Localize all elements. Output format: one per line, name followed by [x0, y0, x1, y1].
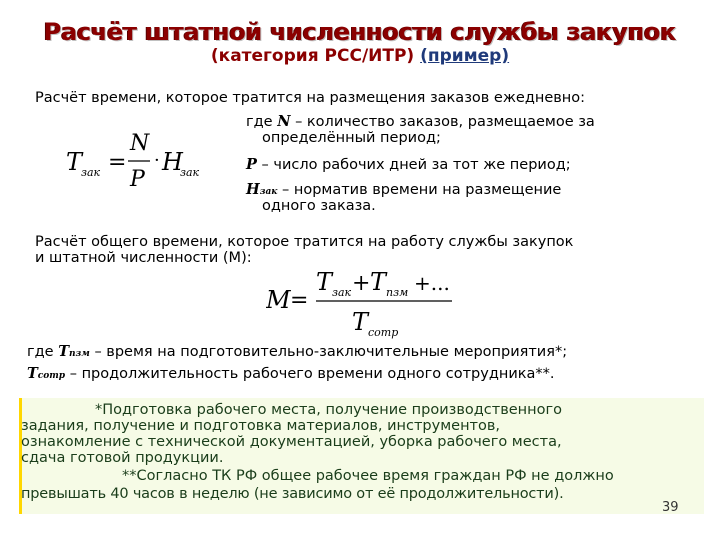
def-prefix: где: [246, 114, 273, 130]
formula1-rhs-sub: зак: [180, 166, 200, 179]
T1-symbol: T: [58, 343, 69, 360]
section1-intro: Расчёт времени, которое тратится на размещения заказов ежедневно:: [35, 90, 586, 106]
section2-intro-1: Расчёт общего времени, которое тратится на работу службы закупок: [35, 234, 574, 250]
footnote-line-1: *Подготовка рабочего места, получение производственного: [95, 402, 562, 418]
section3-line2: [27, 365, 555, 385]
subtitle-example: (пример): [420, 46, 510, 66]
def-N-line: [246, 113, 595, 131]
formula-time-per-order: [66, 128, 216, 198]
formula2-svg: [266, 264, 466, 340]
formula1-numerator: N: [130, 131, 150, 156]
formula2-equals: =: [290, 288, 309, 313]
T1-sub: пзм: [68, 349, 90, 359]
formula2-plus: +: [352, 271, 371, 296]
formula1-dot: ·: [154, 150, 160, 171]
formula2-t1: T: [316, 268, 333, 296]
N-desc-1: – количество заказов, размещаемое за: [295, 114, 595, 130]
formula2-den-sub: сотр: [368, 326, 399, 339]
page-number: 39: [662, 500, 679, 515]
H-sub: зак: [259, 187, 278, 197]
P-symbol: P: [246, 156, 257, 173]
subtitle-category: (категория РСС/ИТР): [210, 46, 415, 66]
page-title: Расчёт штатной численности службы закупок: [43, 18, 677, 46]
formula2-t1-sub: зак: [332, 286, 352, 299]
footnote-line-5: **Согласно ТК РФ общее рабочее время граждан РФ не должно: [122, 468, 614, 484]
P-desc: – число рабочих дней за тот же период;: [261, 157, 571, 173]
formula1-denominator: P: [130, 167, 145, 192]
T2-desc: – продолжительность рабочего времени одного сотрудника**.: [69, 366, 555, 382]
page-subtitle: [0, 46, 720, 66]
N-symbol: N: [277, 113, 291, 130]
formula2-t2-sub: пзм: [386, 286, 409, 299]
footnote-line-4: сдача готовой продукции.: [21, 450, 224, 466]
formula1-equals: =: [108, 150, 127, 175]
def-H-line2: одного заказа.: [262, 198, 376, 214]
footnote-line-3: ознакомление с технической документацией, уборка рабочего места,: [21, 434, 562, 450]
section2-intro-2: и штатной численности (М):: [35, 250, 252, 266]
section3-prefix: где: [27, 344, 54, 360]
H-symbol: H: [246, 181, 260, 198]
footnote-line-2: задания, получение и подготовка материалов, инструментов,: [21, 418, 501, 434]
formula1-rhs: H: [162, 148, 183, 176]
formula2-ellipsis: +...: [414, 271, 450, 295]
footnote-line-6: превышать 40 часов в неделю (не зависимо от её продолжительности).: [21, 486, 564, 502]
section3-line1: [27, 343, 567, 363]
T2-sub: comp: [37, 371, 66, 381]
H-desc-1: – норматив времени на размещение: [281, 182, 562, 198]
formula1-svg: [66, 128, 216, 198]
formula-headcount: [266, 264, 466, 340]
T2-symbol: T: [27, 365, 38, 382]
formula1-lhs: T: [66, 148, 83, 176]
formula2-lhs: M: [266, 286, 291, 314]
def-N-line2: определённый период;: [262, 130, 441, 146]
formula2-t2: T: [370, 268, 387, 296]
T1-desc: – время на подготовительно-заключительные мероприятия*;: [94, 344, 568, 360]
def-P-line: [246, 156, 571, 174]
formula2-den: T: [352, 308, 369, 336]
formula1-lhs-sub: зак: [81, 166, 101, 179]
